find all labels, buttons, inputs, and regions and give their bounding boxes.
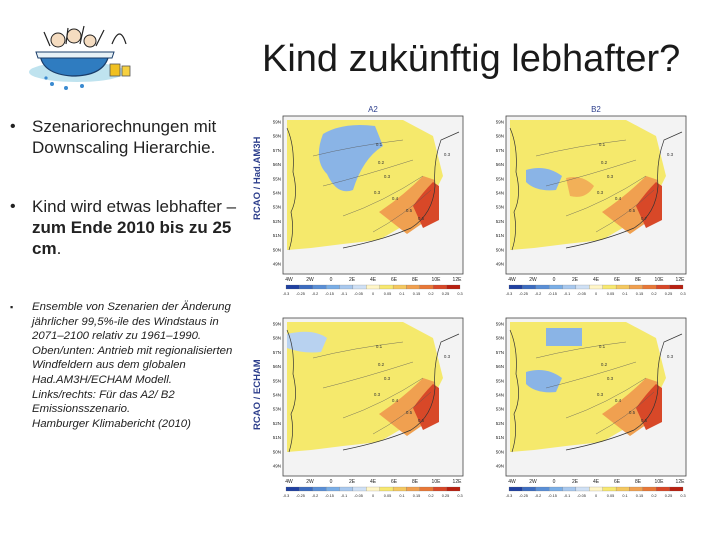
contour-label: 0.5 (405, 208, 413, 213)
slide-title: Kind zukünftig lebhafter? (262, 38, 681, 80)
colorbar-tick-label: -0.15 (325, 292, 334, 296)
bullet-3 (10, 300, 242, 431)
bullet-2-text-normal: Kind wird etwas lebhafter – (32, 197, 237, 216)
colorbar-swatch (576, 487, 589, 491)
bullet-2-text (32, 196, 242, 259)
row-label-bottom: RCAO / ECHAM (252, 359, 263, 430)
maps-panel-grid (248, 100, 714, 505)
lat-tick-label: 50N (495, 247, 504, 253)
contour-label: 0.2 (600, 362, 608, 367)
row-label-top: RCAO / Had.AM3H (252, 136, 263, 220)
colorbar-swatch (563, 285, 576, 289)
colorbar-swatch (393, 285, 406, 289)
lon-tick-label: 0 (329, 277, 333, 283)
lon-tick-label: 0 (329, 479, 333, 485)
colorbar-swatch (563, 487, 576, 491)
colorbar-tick-label: -0.2 (311, 494, 319, 498)
contour-label: 0.1 (598, 142, 606, 147)
lat-tick-label: 55N (272, 378, 281, 384)
column-label-a2: A2 (368, 105, 378, 114)
lat-tick-label: 58N (495, 335, 504, 341)
contour-label: 0.3 (443, 354, 451, 359)
contour-label: 0.1 (375, 344, 383, 349)
colorbar-swatch (286, 285, 299, 289)
lon-tick-label: 2W (306, 479, 314, 485)
lat-tick-label: 53N (272, 204, 281, 210)
lat-tick-label: 50N (272, 247, 281, 253)
contour-label: 0.3 (666, 152, 674, 157)
colorbar-swatch (406, 285, 419, 289)
colorbar-swatch (353, 487, 366, 491)
colorbar-tick-label: 0.25 (664, 494, 673, 498)
lat-tick-label: 54N (272, 392, 281, 398)
colorbar-swatch (589, 487, 602, 491)
colorbar-tick-label: 0.3 (457, 494, 463, 498)
contour-label: 0.4 (391, 196, 399, 201)
bullet-3-line-2: Oben/unten: Antrieb mit regionalisierten Windfeldern aus dem globalen Had.AM3H/ECHAM Modell. (32, 344, 233, 386)
colorbar-tick-label: -0.05 (354, 292, 363, 296)
lat-tick-label: 49N (272, 261, 281, 267)
contour-label: 0.5 (628, 410, 636, 415)
lon-tick-label: 10E (431, 479, 441, 485)
colorbar-tick-label: 0.1 (622, 494, 628, 498)
colorbar-swatch (670, 285, 683, 289)
lat-tick-label: 49N (495, 463, 504, 469)
colorbar-swatch (603, 285, 616, 289)
lat-tick-label: 55N (495, 378, 504, 384)
lon-tick-label: 12E (675, 277, 685, 283)
colorbar-swatch (576, 285, 589, 289)
colorbar-swatch (616, 285, 629, 289)
colorbar-swatch (447, 285, 460, 289)
colorbar-swatch (433, 285, 446, 289)
lon-tick-label: 6E (390, 479, 398, 485)
lat-tick-label: 56N (495, 364, 504, 370)
lon-tick-label: 0 (552, 479, 556, 485)
bullet-marker: • (10, 118, 16, 135)
colorbar-tick-label: 0 (594, 292, 598, 296)
lat-tick-label: 58N (495, 133, 504, 139)
lon-tick-label: 2E (348, 479, 356, 485)
colorbar-tick-label: 0.05 (606, 292, 615, 296)
contour-label: 0.3 (443, 152, 451, 157)
colorbar-tick-label: 0.25 (441, 292, 450, 296)
colorbar-tick-label: 0.15 (635, 292, 644, 296)
colorbar-tick-label: -0.25 (296, 494, 305, 498)
colorbar-swatch (509, 487, 522, 491)
map-panel-bottom_right (496, 318, 686, 498)
colorbar-tick-label: 0.15 (412, 292, 421, 296)
lon-tick-label: 4E (592, 479, 600, 485)
colorbar-swatch (656, 285, 669, 289)
bullet-marker: • (10, 198, 16, 215)
lon-tick-label: 8E (634, 277, 642, 283)
colorbar-swatch (380, 285, 393, 289)
storm-surge-maps-figure (248, 100, 714, 505)
lat-tick-label: 58N (272, 335, 281, 341)
lon-tick-label: 2W (529, 277, 537, 283)
contour-label: 0.4 (614, 398, 622, 403)
contour-label: 0.3 (373, 190, 381, 195)
lon-tick-label: 4E (369, 479, 377, 485)
bullet-3-text (32, 300, 242, 431)
lat-tick-label: 49N (272, 463, 281, 469)
lon-tick-label: 2E (571, 479, 579, 485)
colorbar-swatch (340, 487, 353, 491)
lat-tick-label: 59N (272, 119, 281, 125)
colorbar-swatch (603, 487, 616, 491)
lat-tick-label: 59N (495, 119, 504, 125)
lon-tick-label: 2W (529, 479, 537, 485)
contour-label: 0.6 (417, 418, 425, 423)
map-panel-top_left (273, 116, 463, 296)
lat-tick-label: 54N (272, 190, 281, 196)
contour-label: 0.6 (640, 418, 648, 423)
colorbar-swatch (366, 285, 379, 289)
lat-tick-label: 56N (272, 162, 281, 168)
bullet-2-text-end: . (56, 239, 62, 258)
lat-tick-label: 56N (272, 364, 281, 370)
colorbar-tick-label: 0.05 (383, 292, 392, 296)
bullet-3-line-3: Links/rechts: Für das A2/ B2 Emissionsszenario. (32, 388, 175, 416)
colorbar-swatch (286, 487, 299, 491)
colorbar-swatch (643, 285, 656, 289)
colorbar-swatch (643, 487, 656, 491)
lat-tick-label: 51N (272, 233, 281, 239)
lat-tick-label: 55N (495, 176, 504, 182)
lon-tick-label: 2W (306, 277, 314, 283)
lat-tick-label: 50N (272, 449, 281, 455)
lon-tick-label: 4W (285, 277, 293, 283)
lat-tick-label: 53N (495, 406, 504, 412)
colorbar-swatch (670, 487, 683, 491)
colorbar-swatch (366, 487, 379, 491)
lat-tick-label: 58N (272, 133, 281, 139)
contour-label: 0.6 (417, 216, 425, 221)
colorbar-tick-label: -0.15 (325, 494, 334, 498)
colorbar-tick-label: 0.2 (428, 292, 434, 296)
lat-tick-label: 57N (272, 349, 281, 355)
lon-tick-label: 12E (675, 479, 685, 485)
lat-tick-label: 57N (495, 349, 504, 355)
colorbar-swatch (549, 487, 562, 491)
lat-tick-label: 57N (495, 147, 504, 153)
lon-tick-label: 12E (452, 479, 462, 485)
lon-tick-label: 4E (369, 277, 377, 283)
contour-label: 0.3 (596, 392, 604, 397)
colorbar-tick-label: 0.1 (399, 292, 405, 296)
colorbar-tick-label: 0.3 (680, 292, 686, 296)
colorbar-tick-label: 0.2 (428, 494, 434, 498)
lat-tick-label: 52N (495, 218, 504, 224)
colorbar-tick-label: -0.2 (534, 494, 542, 498)
colorbar-tick-label: 0.2 (651, 494, 657, 498)
colorbar-tick-label: -0.15 (548, 494, 557, 498)
colorbar-swatch (447, 487, 460, 491)
colorbar-tick-label: -0.1 (340, 292, 348, 296)
contour-label: 0.5 (628, 208, 636, 213)
colorbar-tick-label: -0.3 (282, 292, 290, 296)
bullet-1 (10, 116, 242, 158)
colorbar-tick-label: -0.25 (296, 292, 305, 296)
colorbar-swatch (340, 285, 353, 289)
map-panel-top_right (496, 116, 686, 296)
lat-tick-label: 59N (495, 321, 504, 327)
bullet-3-line-4: Hamburger Klimabericht (2010) (32, 417, 191, 430)
colorbar-swatch (326, 487, 339, 491)
colorbar-swatch (536, 487, 549, 491)
colorbar-tick-label: -0.3 (282, 494, 290, 498)
colorbar-tick-label: -0.05 (577, 292, 586, 296)
colorbar-swatch (299, 487, 312, 491)
colorbar-swatch (629, 487, 642, 491)
colorbar-tick-label: -0.05 (354, 494, 363, 498)
column-label-b2: B2 (591, 105, 601, 114)
colorbar-tick-label: 0.05 (606, 494, 615, 498)
lat-tick-label: 56N (495, 162, 504, 168)
colorbar-swatch (522, 487, 535, 491)
colorbar-swatch (536, 285, 549, 289)
colorbar-swatch (313, 285, 326, 289)
lat-tick-label: 57N (272, 147, 281, 153)
contour-label: 0.7 (640, 216, 648, 221)
colorbar-swatch (393, 487, 406, 491)
contour-label: 0.3 (606, 174, 614, 179)
lat-tick-label: 52N (495, 420, 504, 426)
colorbar-tick-label: 0.05 (383, 494, 392, 498)
colorbar-tick-label: -0.1 (340, 494, 348, 498)
lon-tick-label: 10E (431, 277, 441, 283)
lat-tick-label: 51N (272, 435, 281, 441)
colorbar-tick-label: 0.3 (680, 494, 686, 498)
lat-tick-label: 51N (495, 435, 504, 441)
lon-tick-label: 12E (452, 277, 462, 283)
lat-tick-label: 50N (495, 449, 504, 455)
colorbar-tick-label: 0.25 (441, 494, 450, 498)
colorbar-tick-label: -0.25 (519, 292, 528, 296)
colorbar-tick-label: -0.3 (505, 292, 513, 296)
colorbar-swatch (420, 487, 433, 491)
colorbar-tick-label: -0.25 (519, 494, 528, 498)
lon-tick-label: 4E (592, 277, 600, 283)
bullet-2 (10, 196, 242, 259)
lon-tick-label: 6E (390, 277, 398, 283)
lon-tick-label: 6E (613, 479, 621, 485)
colorbar-swatch (299, 285, 312, 289)
colorbar-tick-label: -0.1 (563, 494, 571, 498)
lat-tick-label: 49N (495, 261, 504, 267)
contour-label: 0.3 (373, 392, 381, 397)
lat-tick-label: 52N (272, 218, 281, 224)
colorbar-tick-label: -0.05 (577, 494, 586, 498)
colorbar-swatch (616, 487, 629, 491)
contour-label: 0.4 (391, 398, 399, 403)
colorbar-swatch (326, 285, 339, 289)
lat-tick-label: 54N (495, 190, 504, 196)
contour-label: 0.2 (377, 160, 385, 165)
lat-tick-label: 54N (495, 392, 504, 398)
colorbar-swatch (509, 285, 522, 289)
lat-tick-label: 52N (272, 420, 281, 426)
contour-label: 0.3 (596, 190, 604, 195)
colorbar-tick-label: -0.1 (563, 292, 571, 296)
colorbar-tick-label: -0.2 (534, 292, 542, 296)
colorbar-tick-label: 0 (371, 292, 375, 296)
colorbar-swatch (589, 285, 602, 289)
lat-tick-label: 51N (495, 233, 504, 239)
contour-label: 0.2 (600, 160, 608, 165)
lon-tick-label: 8E (634, 479, 642, 485)
contour-label: 0.1 (598, 344, 606, 349)
bullet-marker: ▪ (10, 302, 14, 312)
colorbar-tick-label: 0.15 (412, 494, 421, 498)
lon-tick-label: 2E (571, 277, 579, 283)
lon-tick-label: 4W (508, 277, 516, 283)
negative-change-area (287, 332, 327, 353)
negative-change-area (546, 328, 582, 346)
lon-tick-label: 6E (613, 277, 621, 283)
colorbar-tick-label: -0.3 (505, 494, 513, 498)
colorbar-tick-label: 0.15 (635, 494, 644, 498)
lat-tick-label: 53N (272, 406, 281, 412)
colorbar-swatch (629, 285, 642, 289)
colorbar-swatch (313, 487, 326, 491)
colorbar-tick-label: 0 (371, 494, 375, 498)
colorbar-swatch (549, 285, 562, 289)
bullet-2-text-bold: zum Ende 2010 bis zu 25 cm (32, 218, 232, 258)
colorbar-tick-label: 0.25 (664, 292, 673, 296)
contour-label: 0.4 (614, 196, 622, 201)
lon-tick-label: 8E (411, 277, 419, 283)
contour-label: 0.5 (405, 410, 413, 415)
bullet-1-text: Szenariorechnungen mit Downscaling Hierarchie. (32, 117, 217, 157)
lat-tick-label: 59N (272, 321, 281, 327)
bullet-3-line-1: Ensemble von Szenarien der Änderung jährlicher 99,5%-ile des Windstaus in 2071–2100 relativ zu 1961–1990. (32, 301, 231, 343)
colorbar-swatch (353, 285, 366, 289)
lon-tick-label: 4W (285, 479, 293, 485)
colorbar-tick-label: 0.1 (622, 292, 628, 296)
colorbar-tick-label: 0.3 (457, 292, 463, 296)
map-panel-bottom_left (273, 318, 463, 498)
lon-tick-label: 2E (348, 277, 356, 283)
contour-label: 0.3 (383, 174, 391, 179)
contour-label: 0.3 (383, 376, 391, 381)
colorbar-swatch (380, 487, 393, 491)
colorbar-swatch (406, 487, 419, 491)
lon-tick-label: 8E (411, 479, 419, 485)
contour-label: 0.3 (666, 354, 674, 359)
colorbar-tick-label: 0.2 (651, 292, 657, 296)
colorbar-swatch (433, 487, 446, 491)
lon-tick-label: 10E (654, 479, 664, 485)
colorbar-swatch (522, 285, 535, 289)
lon-tick-label: 4W (508, 479, 516, 485)
colorbar-tick-label: 0.1 (399, 494, 405, 498)
colorbar-tick-label: 0 (594, 494, 598, 498)
contour-label: 0.2 (377, 362, 385, 367)
cartoon-logo (22, 14, 134, 94)
lat-tick-label: 55N (272, 176, 281, 182)
lat-tick-label: 53N (495, 204, 504, 210)
contour-label: 0.1 (375, 142, 383, 147)
colorbar-tick-label: -0.2 (311, 292, 319, 296)
contour-label: 0.3 (606, 376, 614, 381)
colorbar-swatch (656, 487, 669, 491)
colorbar-tick-label: -0.15 (548, 292, 557, 296)
lon-tick-label: 0 (552, 277, 556, 283)
colorbar-swatch (420, 285, 433, 289)
lon-tick-label: 10E (654, 277, 664, 283)
